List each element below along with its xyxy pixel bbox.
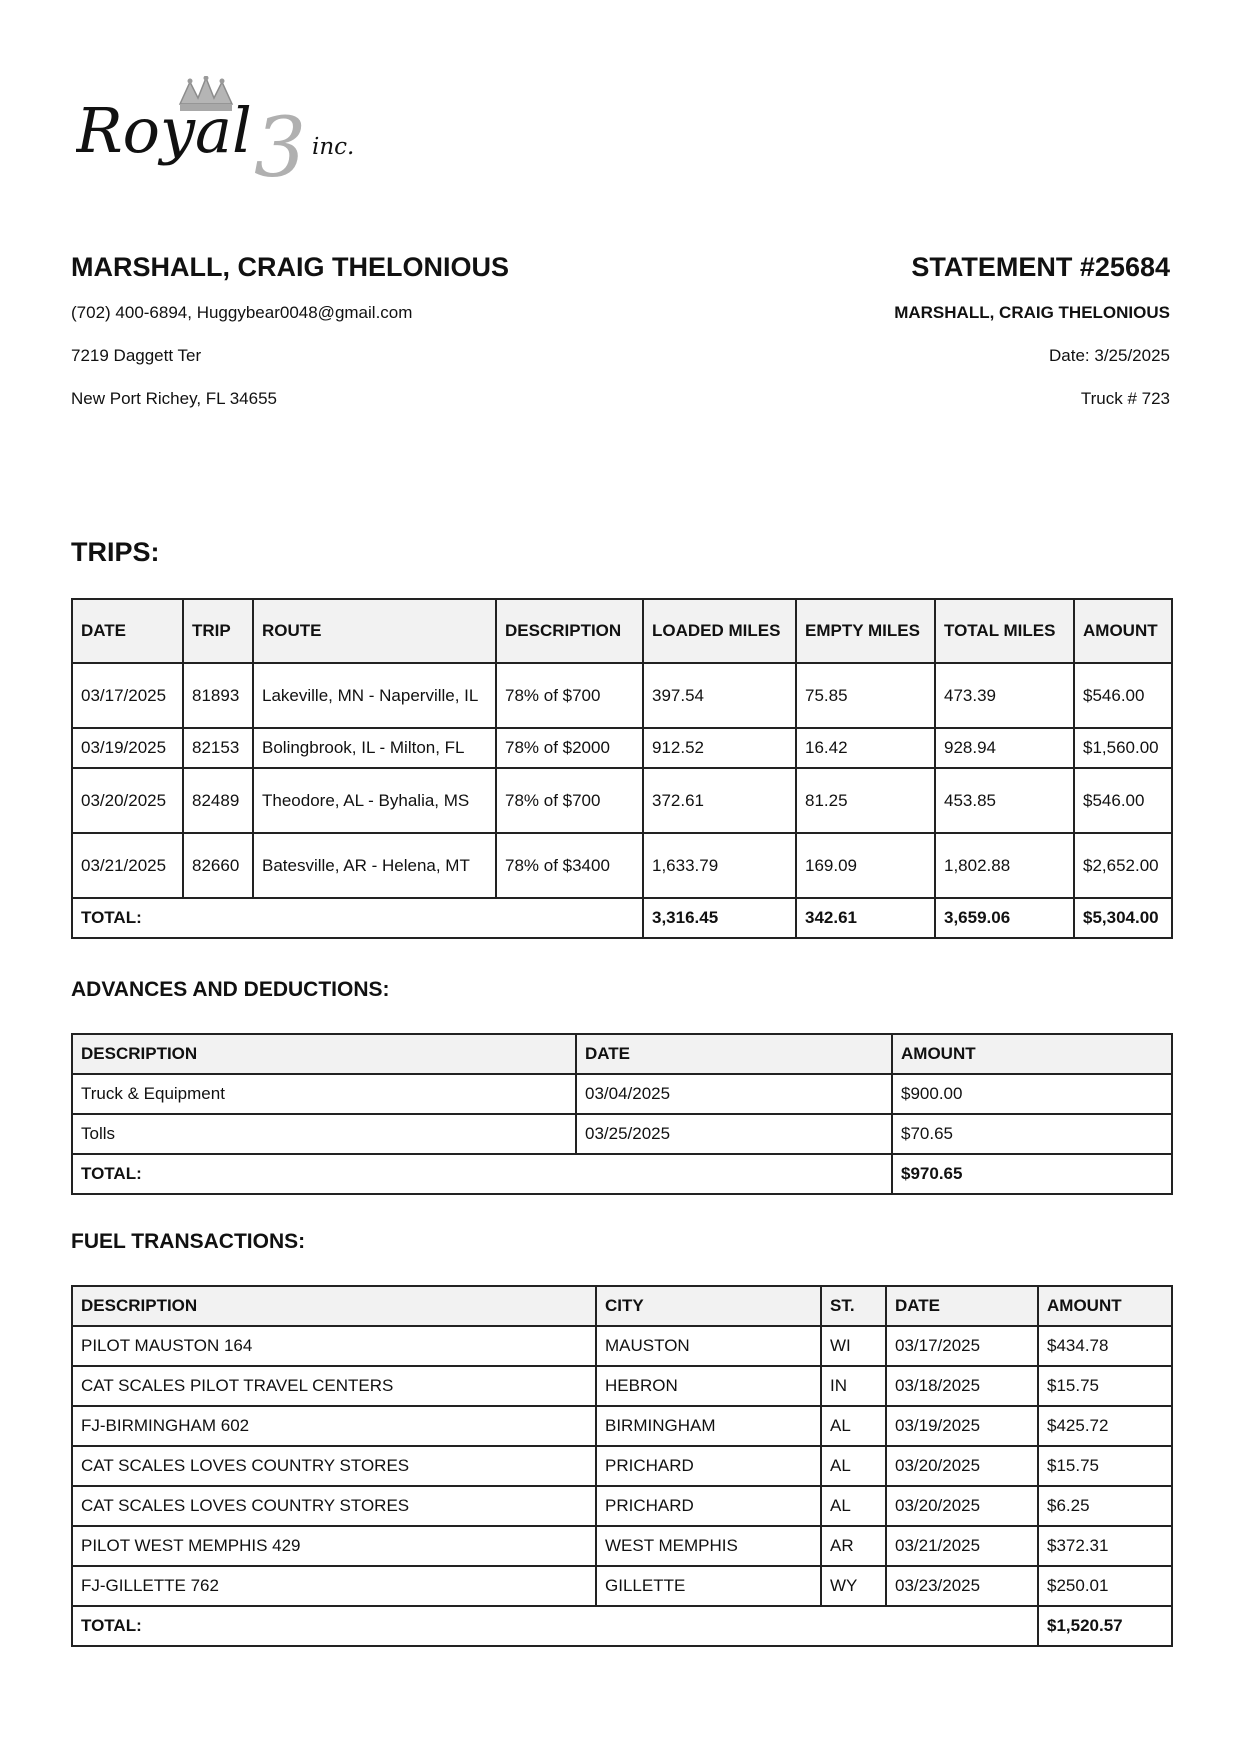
- table-row: [72, 1114, 1172, 1154]
- trips-header-row: [72, 599, 1172, 663]
- total-label: TOTAL:: [72, 898, 643, 938]
- table-cell: 397.54: [643, 663, 796, 728]
- advances-header-row: [72, 1034, 1172, 1074]
- total-label: TOTAL:: [72, 1154, 892, 1194]
- table-cell: FJ-BIRMINGHAM 602: [72, 1406, 596, 1446]
- driver-address-line1: 7219 Daggett Ter: [71, 346, 202, 365]
- table-cell: 82489: [183, 768, 253, 833]
- total-amount: $1,520.57: [1038, 1606, 1172, 1646]
- table-cell: $546.00: [1074, 663, 1172, 728]
- table-cell: 169.09: [796, 833, 935, 898]
- total-label: TOTAL:: [72, 1606, 1038, 1646]
- total-empty-miles: 342.61: [796, 898, 935, 938]
- table-cell: $15.75: [1038, 1446, 1172, 1486]
- table-cell: 03/25/2025: [576, 1114, 892, 1154]
- table-row: [72, 1566, 1172, 1606]
- driver-address-line2: New Port Richey, FL 34655: [71, 389, 277, 408]
- driver-contact: (702) 400-6894, Huggybear0048@gmail.com: [71, 303, 413, 322]
- fuel-header-row: [72, 1286, 1172, 1326]
- statement-date: Date: 3/25/2025: [1049, 346, 1170, 365]
- table-cell: 473.39: [935, 663, 1074, 728]
- truck-number: Truck # 723: [1080, 389, 1170, 408]
- logo-numeral: 3: [254, 101, 307, 188]
- advances-table: [71, 1033, 1173, 1195]
- logo-wordmark: Royal: [76, 94, 252, 167]
- table-cell: Lakeville, MN - Naperville, IL: [253, 663, 496, 728]
- table-cell: 03/17/2025: [72, 663, 183, 728]
- table-row: [72, 663, 1172, 728]
- table-cell: CAT SCALES LOVES COUNTRY STORES: [72, 1486, 596, 1526]
- table-cell: 03/04/2025: [576, 1074, 892, 1114]
- table-cell: 03/21/2025: [886, 1526, 1038, 1566]
- column-header: AMOUNT: [1038, 1286, 1172, 1326]
- table-cell: WI: [821, 1326, 886, 1366]
- table-cell: $1,560.00: [1074, 728, 1172, 768]
- table-cell: $434.78: [1038, 1326, 1172, 1366]
- table-cell: CAT SCALES PILOT TRAVEL CENTERS: [72, 1366, 596, 1406]
- table-cell: AL: [821, 1446, 886, 1486]
- statement-driver-name: MARSHALL, CRAIG THELONIOUS: [894, 303, 1170, 322]
- table-cell: FJ-GILLETTE 762: [72, 1566, 596, 1606]
- table-cell: 03/21/2025: [72, 833, 183, 898]
- company-logo: [76, 76, 386, 188]
- table-cell: MAUSTON: [596, 1326, 821, 1366]
- table-cell: 1,633.79: [643, 833, 796, 898]
- trips-heading: TRIPS:: [71, 537, 160, 567]
- table-cell: 912.52: [643, 728, 796, 768]
- total-miles: 3,659.06: [935, 898, 1074, 938]
- fuel-table: [71, 1285, 1173, 1647]
- statement-info: [650, 250, 1170, 431]
- table-cell: 1,802.88: [935, 833, 1074, 898]
- table-cell: 78% of $2000: [496, 728, 643, 768]
- total-row: [72, 1154, 1172, 1194]
- advances-heading: ADVANCES AND DEDUCTIONS:: [71, 978, 390, 1001]
- column-header: ST.: [821, 1286, 886, 1326]
- driver-info: [71, 250, 671, 431]
- table-cell: 81893: [183, 663, 253, 728]
- total-loaded-miles: 3,316.45: [643, 898, 796, 938]
- logo-suffix: inc.: [312, 134, 355, 160]
- table-cell: 16.42: [796, 728, 935, 768]
- column-header: TRIP: [183, 599, 253, 663]
- table-cell: 928.94: [935, 728, 1074, 768]
- table-cell: WY: [821, 1566, 886, 1606]
- table-cell: $250.01: [1038, 1566, 1172, 1606]
- table-cell: Theodore, AL - Byhalia, MS: [253, 768, 496, 833]
- statement-number: STATEMENT #25684: [911, 252, 1170, 282]
- table-row: [72, 1486, 1172, 1526]
- total-row: [72, 1606, 1172, 1646]
- column-header: AMOUNT: [892, 1034, 1172, 1074]
- table-row: [72, 728, 1172, 768]
- table-cell: 453.85: [935, 768, 1074, 833]
- table-cell: 372.61: [643, 768, 796, 833]
- table-cell: 03/18/2025: [886, 1366, 1038, 1406]
- table-cell: GILLETTE: [596, 1566, 821, 1606]
- table-cell: 03/19/2025: [886, 1406, 1038, 1446]
- table-row: [72, 1406, 1172, 1446]
- table-cell: BIRMINGHAM: [596, 1406, 821, 1446]
- table-cell: 03/17/2025: [886, 1326, 1038, 1366]
- table-cell: $372.31: [1038, 1526, 1172, 1566]
- column-header: DESCRIPTION: [72, 1286, 596, 1326]
- table-cell: 81.25: [796, 768, 935, 833]
- table-cell: $546.00: [1074, 768, 1172, 833]
- table-cell: IN: [821, 1366, 886, 1406]
- table-cell: PRICHARD: [596, 1486, 821, 1526]
- table-cell: PILOT WEST MEMPHIS 429: [72, 1526, 596, 1566]
- table-cell: Tolls: [72, 1114, 576, 1154]
- column-header: DESCRIPTION: [72, 1034, 576, 1074]
- table-cell: PILOT MAUSTON 164: [72, 1326, 596, 1366]
- column-header: ROUTE: [253, 599, 496, 663]
- table-cell: $2,652.00: [1074, 833, 1172, 898]
- table-cell: 03/23/2025: [886, 1566, 1038, 1606]
- table-cell: 03/20/2025: [886, 1446, 1038, 1486]
- total-amount: $970.65: [892, 1154, 1172, 1194]
- table-cell: 78% of $3400: [496, 833, 643, 898]
- table-cell: Batesville, AR - Helena, MT: [253, 833, 496, 898]
- table-cell: HEBRON: [596, 1366, 821, 1406]
- column-header: CITY: [596, 1286, 821, 1326]
- table-row: [72, 1446, 1172, 1486]
- total-row: [72, 898, 1172, 938]
- total-amount: $5,304.00: [1074, 898, 1172, 938]
- table-row: [72, 833, 1172, 898]
- table-cell: 78% of $700: [496, 663, 643, 728]
- column-header: LOADED MILES: [643, 599, 796, 663]
- table-cell: 75.85: [796, 663, 935, 728]
- column-header: DATE: [576, 1034, 892, 1074]
- table-cell: AL: [821, 1486, 886, 1526]
- table-cell: 03/20/2025: [72, 768, 183, 833]
- table-cell: 78% of $700: [496, 768, 643, 833]
- table-cell: WEST MEMPHIS: [596, 1526, 821, 1566]
- table-cell: $900.00: [892, 1074, 1172, 1114]
- table-cell: 03/20/2025: [886, 1486, 1038, 1526]
- table-cell: CAT SCALES LOVES COUNTRY STORES: [72, 1446, 596, 1486]
- table-cell: 82660: [183, 833, 253, 898]
- table-cell: $70.65: [892, 1114, 1172, 1154]
- table-cell: $6.25: [1038, 1486, 1172, 1526]
- logo-graphic: [76, 76, 386, 188]
- table-row: [72, 768, 1172, 833]
- column-header: DATE: [72, 599, 183, 663]
- column-header: DESCRIPTION: [496, 599, 643, 663]
- table-row: [72, 1326, 1172, 1366]
- column-header: AMOUNT: [1074, 599, 1172, 663]
- table-row: [72, 1526, 1172, 1566]
- table-cell: AL: [821, 1406, 886, 1446]
- table-cell: PRICHARD: [596, 1446, 821, 1486]
- table-cell: 03/19/2025: [72, 728, 183, 768]
- table-cell: AR: [821, 1526, 886, 1566]
- fuel-heading: FUEL TRANSACTIONS:: [71, 1230, 306, 1253]
- table-row: [72, 1074, 1172, 1114]
- column-header: TOTAL MILES: [935, 599, 1074, 663]
- table-row: [72, 1366, 1172, 1406]
- trips-table: [71, 598, 1173, 939]
- table-cell: $425.72: [1038, 1406, 1172, 1446]
- table-cell: $15.75: [1038, 1366, 1172, 1406]
- column-header: DATE: [886, 1286, 1038, 1326]
- table-cell: Bolingbrook, IL - Milton, FL: [253, 728, 496, 768]
- driver-name: MARSHALL, CRAIG THELONIOUS: [71, 252, 509, 282]
- column-header: EMPTY MILES: [796, 599, 935, 663]
- table-cell: Truck & Equipment: [72, 1074, 576, 1114]
- table-cell: 82153: [183, 728, 253, 768]
